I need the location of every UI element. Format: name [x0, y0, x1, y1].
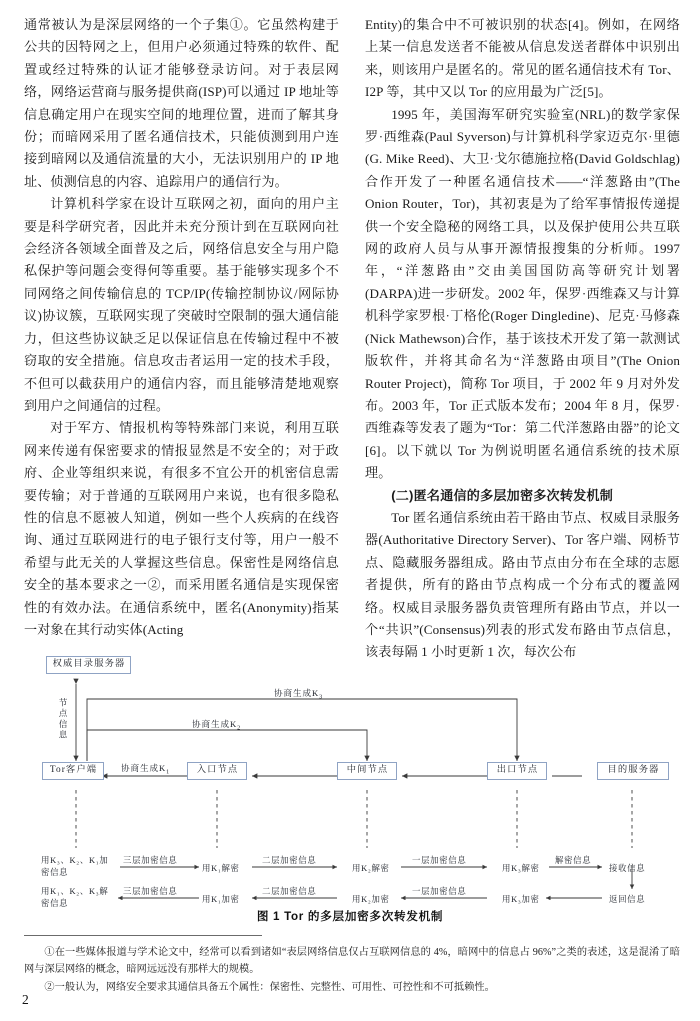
label-negotiate-k2-sub: 2 [237, 724, 242, 732]
label-negotiate-k3: 协商生成K [274, 688, 320, 698]
label-return-arrow-1: 三层加密信息 [123, 887, 178, 896]
label-forward-node-3: 用K₃解密 [502, 864, 540, 873]
label-negotiate-k2: 协商生成K [192, 719, 238, 729]
label-negotiate-k1-sub: 1 [166, 768, 171, 776]
label-forward-arrow-3: 一层加密信息 [412, 856, 467, 865]
label-return-node-3: 用K₃加密 [502, 895, 540, 904]
paragraph: Tor 匿名通信系统由若干路由节点、权威目录服务器(Authoritative Directory Server)、Tor 客户端、网桥节点、隐藏服务器组成。路由节点由分布在全球的志愿者提供，所有的路由节点构成一个分布式的覆盖网络。权威目录服务器负责管理所有路由节点，并以一个“共识”(Consensus)列表的形式发布路由节点信息，该表每隔 1 小时更新 1 次，每次公布 [365, 509, 680, 660]
node-tor-client: Tor客户端 [42, 762, 104, 780]
label-negotiate-k3-sub: 3 [319, 693, 324, 701]
paragraph: 通常被认为是深层网络的一个子集①。它虽然构建于公共的因特网之上，但用户必须通过特殊的软件、配置或经过特殊的认证才能够登录访问。对于表层网络，网络运营商与服务提供商(ISP)可以通过 IP 地址等信息确定用户在现实空间的地理位置，进而了解其身份；而暗网采用了匿名通信技术，只能侦测到用户连接到暗网以及通信流量的大小，无法识别用户的 IP 地址、侦测信息的内容、追踪用户的通信行为。 [24, 17, 339, 189]
page-number: 2 [22, 992, 29, 1007]
footnote-separator-rule [24, 935, 262, 936]
figure-caption: 图 1 Tor 的多层加密多次转发机制 [256, 910, 444, 923]
label-return-arrow-2: 二层加密信息 [262, 887, 317, 896]
paragraph: 1995 年，美国海军研究实验室(NRL)的数学家保罗·西维森(Paul Syverson)与计算机科学家迈克尔·里德(G. Mike Reed)、大卫·戈尔德施拉格(David Goldschlag)合作开发了一种匿名通信技术——“洋葱路由”(The Onion Router，Tor)，其初衷是为了给军事情报传递提供一个安全隐秘的网络工具，以及保护使用公共互联网的政府人员与从事开源情报搜集的分析师。1997 年，“洋葱路由”交由美国国防高等研究计划署(DARPA)进一步研发。2002 年，保罗·西维森又与计算机科学家罗根·丁格伦(Roger Dingledine)、尼克·马修森(Nick Mathewson)合作，基于该技术开发了第一款测试版软件，并将其命名为“洋葱路由项目”(The Onion Router Project)，简称 Tor 项目，于 2002 年 9 月对外发布。2003 年，Tor 正式版本发布；2004 年 8 月，保罗·西维森等发表了题为“Tor：第二代洋葱路由器”的论文[6]。以下就以 Tor 为例说明匿名通信系统的技术原理。 [365, 106, 680, 481]
label-return-arrow-3: 一层加密信息 [412, 887, 467, 896]
node-directory-server: 权威目录服务器 [46, 656, 131, 674]
paragraph: 计算机科学家在设计互联网之初，面向的用户主要是科学研究者，因此并未充分预计到在互联网向社会经济各领域全面普及之后，网络信息安全与用户隐私保护等问题会变得何等重要。基于能够实现多个不同网络之间传输信息的 TCP/IP(传输控制协议/网际协议)协议簇，互联网实现了突破时空限制的强大通信能力，但这些协议缺乏足以保证信息在传输过程中不被窃取的安全措施。信息攻击者运用一定的技术手段，不但可以截获用户的通信内容，而且能够清楚地观察到用户之间通信的过程。 [24, 196, 339, 413]
right-column [365, 14, 680, 660]
label-forward-arrow-2: 二层加密信息 [262, 856, 317, 865]
figure-tor-multilayer-encryption [24, 652, 680, 907]
label-forward-client: 用K₃、K₂、K₁加密信息 [41, 856, 109, 877]
label-return-node-2: 用K₂加密 [352, 895, 390, 904]
paragraph: Entity)的集合中不可被识别的状态[4]。例如，在网络上某一信息发送者不能被从信息发送者群体中识别出来，则该用户是匿名的。常见的匿名通信技术有 Tor、I2P 等，其中又以 Tor 的应用最为广泛[5]。 [365, 17, 680, 100]
label-return-node-1: 用K₁加密 [202, 895, 240, 904]
label-node-info: 节点信息 [58, 698, 68, 741]
footnote-2: ②一般认为，网络安全要求其通信具备五个属性：保密性、完整性、可用性、可控性和不可抵赖性。 [44, 981, 495, 993]
left-column [24, 14, 339, 644]
node-middle-node: 中间节点 [337, 762, 397, 780]
two-column-text-body [24, 14, 680, 660]
label-forward-node-4: 接收信息 [609, 864, 646, 873]
footnotes [24, 944, 680, 996]
node-entry-node: 入口节点 [187, 762, 247, 780]
label-return-client: 用K₁、K₂、K₃解密信息 [41, 887, 109, 908]
label-return-node-4: 返回信息 [609, 895, 646, 904]
footnote-1: ①在一些媒体报道与学术论文中，经常可以看到诸如“表层网络信息仅占互联网信息的 4%，暗网中的信息占 96%”之类的表述，这是混淆了暗网与深层网络的概念，暗网远远没有那样大的规模。 [24, 947, 680, 976]
label-negotiate-k1: 协商生成K [121, 763, 167, 773]
node-exit-node: 出口节点 [487, 762, 547, 780]
label-forward-arrow-4: 解密信息 [555, 856, 592, 865]
node-destination-server: 目的服务器 [597, 762, 669, 780]
label-forward-arrow-1: 三层加密信息 [123, 856, 178, 865]
section-heading: (二)匿名通信的多层加密多次转发机制 [391, 487, 614, 503]
label-forward-node-1: 用K₁解密 [202, 864, 240, 873]
paragraph: 对于军方、情报机构等特殊部门来说，利用互联网来传递有保密要求的情报显然是不安全的；对于政府、企业等组织来说，有很多不宜公开的机密信息需要传输；对于普通的互联网用户来说，也有很多隐私性的信息不愿被人知道，例如一些个人疾病的在线咨询、通过互联网进行的电子银行支付等，用户一般不希望与此无关的人掌握这些信息。保密性是网络信息安全的基本要求之一②，而采用匿名通信是实现保密性的有效办法。在通信系统中，匿名(Anonymity)指某一对象在其行动实体(Acting [24, 420, 339, 637]
label-forward-node-2: 用K₂解密 [352, 864, 390, 873]
